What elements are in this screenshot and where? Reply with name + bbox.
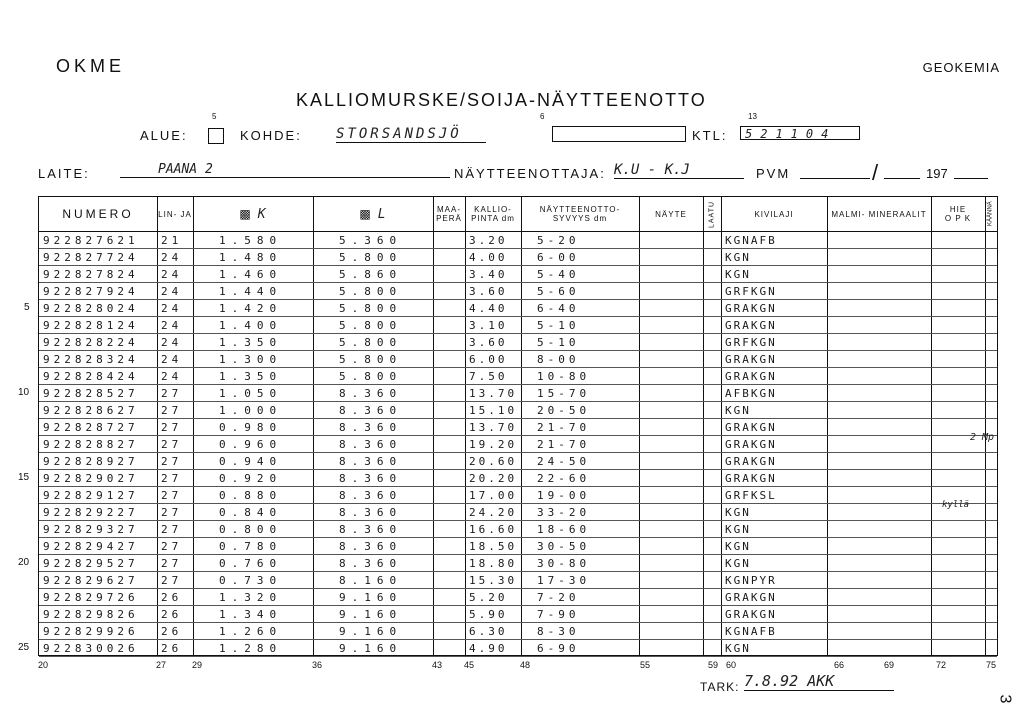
cell-l[interactable]: 5.800 <box>339 318 403 332</box>
cell-sy[interactable]: 5-10 <box>537 318 580 332</box>
cell-n[interactable]: 922829227 <box>43 505 139 519</box>
col-linja: LIN- JA <box>158 209 192 219</box>
cell-k[interactable]: 1.580 <box>219 233 283 247</box>
cell-l[interactable]: 8.360 <box>339 403 403 417</box>
row-marker-25: 25 <box>18 642 30 653</box>
l-icon: ▩ <box>359 206 372 221</box>
cell-lj[interactable]: 27 <box>161 539 183 553</box>
cell-kp[interactable]: 3.60 <box>469 335 508 349</box>
cell-k[interactable]: 0.940 <box>219 454 283 468</box>
cell-lj[interactable]: 27 <box>161 386 183 400</box>
col-l-label: L <box>377 206 387 222</box>
cell-lj[interactable]: 24 <box>161 335 183 349</box>
cell-lj[interactable]: 27 <box>161 488 183 502</box>
cell-lj[interactable]: 27 <box>161 403 183 417</box>
cell-kiv[interactable]: KGN <box>725 522 751 536</box>
department-label: GEOKEMIA <box>922 60 1000 75</box>
cell-sy[interactable]: 5-20 <box>537 233 580 247</box>
cell-kp[interactable]: 4.40 <box>469 301 508 315</box>
row-marker-10: 10 <box>18 387 30 398</box>
cell-l[interactable]: 5.800 <box>339 250 403 264</box>
cell-n[interactable]: 922828527 <box>43 386 139 400</box>
cell-l[interactable]: 8.360 <box>339 471 403 485</box>
row-marker-20: 20 <box>18 557 30 568</box>
colnum: 48 <box>520 660 531 670</box>
margin-note-2: kyllä <box>942 500 970 510</box>
cell-kp[interactable]: 18.80 <box>469 556 518 570</box>
field-number-13: 13 <box>748 112 757 121</box>
cell-n[interactable]: 922828927 <box>43 454 139 468</box>
colnum: 20 <box>38 660 49 670</box>
colnum: 36 <box>312 660 323 670</box>
cell-kiv[interactable]: GRAKGN <box>725 590 777 604</box>
col-laatu: LAATU <box>708 200 716 228</box>
cell-sy[interactable]: 10-80 <box>537 369 591 383</box>
colnum: 66 <box>834 660 845 670</box>
cell-kp[interactable]: 5.90 <box>469 607 508 621</box>
pvm-slash: / <box>872 160 879 185</box>
cell-lj[interactable]: 27 <box>161 454 183 468</box>
cell-lj[interactable]: 24 <box>161 318 183 332</box>
cell-lj[interactable]: 27 <box>161 556 183 570</box>
cell-sy[interactable]: 21-70 <box>537 437 591 451</box>
cell-k[interactable]: 1.260 <box>219 624 283 638</box>
cell-lj[interactable]: 24 <box>161 250 183 264</box>
cell-l[interactable]: 8.360 <box>339 437 403 451</box>
colnum: 29 <box>192 660 203 670</box>
cell-n[interactable]: 922828627 <box>43 403 139 417</box>
ktl-label: KTL: <box>692 128 728 143</box>
cell-kiv[interactable]: GRAKGN <box>725 454 777 468</box>
cell-kiv[interactable]: KGN <box>725 250 751 264</box>
cell-kp[interactable]: 17.00 <box>469 488 518 502</box>
col-malmi: MALMI- MINERAALIT <box>831 209 927 219</box>
cell-kp[interactable]: 6.30 <box>469 624 508 638</box>
cell-kp[interactable]: 6.00 <box>469 352 508 366</box>
field-number-5: 5 <box>212 112 217 121</box>
cell-kp[interactable]: 15.10 <box>469 403 518 417</box>
kohde-value[interactable]: STORSANDSJÖ <box>336 126 486 143</box>
colnum: 55 <box>640 660 651 670</box>
col-hie-sub: O P K <box>944 214 972 223</box>
cell-kp[interactable]: 19.20 <box>469 437 518 451</box>
cell-lj[interactable]: 24 <box>161 301 183 315</box>
cell-sy[interactable]: 24-50 <box>537 454 591 468</box>
cell-l[interactable]: 8.360 <box>339 454 403 468</box>
field-number-6: 6 <box>540 112 545 121</box>
cell-kp[interactable]: 4.90 <box>469 641 508 655</box>
cell-k[interactable]: 1.050 <box>219 386 283 400</box>
cell-lj[interactable]: 27 <box>161 437 183 451</box>
cell-n[interactable]: 922829527 <box>43 556 139 570</box>
cell-k[interactable]: 1.350 <box>219 369 283 383</box>
cell-l[interactable]: 5.860 <box>339 267 403 281</box>
cell-l[interactable]: 8.360 <box>339 556 403 570</box>
cell-n[interactable]: 922828827 <box>43 437 139 451</box>
cell-l[interactable]: 5.360 <box>339 233 403 247</box>
cell-l[interactable]: 5.800 <box>339 284 403 298</box>
col-numero: NUMERO <box>62 206 134 221</box>
cell-sy[interactable]: 21-70 <box>537 420 591 434</box>
cell-sy[interactable]: 22-60 <box>537 471 591 485</box>
row-marker-5: 5 <box>24 302 30 313</box>
cell-k[interactable]: 1.300 <box>219 352 283 366</box>
cell-l[interactable]: 8.360 <box>339 539 403 553</box>
cell-kiv[interactable]: KGNAFB <box>725 233 777 247</box>
tark-label: TARK: <box>700 680 740 694</box>
nayttaja-value[interactable]: K.U - K.J <box>614 162 744 179</box>
cell-kp[interactable]: 15.30 <box>469 573 518 587</box>
cell-lj[interactable]: 24 <box>161 284 183 298</box>
code-boxes[interactable] <box>552 126 686 142</box>
col-nayte: NÄYTE <box>655 209 687 219</box>
cell-kp[interactable]: 20.20 <box>469 471 518 485</box>
cell-kiv[interactable]: GRAKGN <box>725 471 777 485</box>
colnum: 27 <box>156 660 167 670</box>
cell-kiv[interactable]: GRAKGN <box>725 352 777 366</box>
cell-kiv[interactable]: KGN <box>725 267 751 281</box>
cell-sy[interactable]: 8-30 <box>537 624 580 638</box>
cell-l[interactable]: 8.160 <box>339 573 403 587</box>
cell-kp[interactable]: 16.60 <box>469 522 518 536</box>
pvm-day-line[interactable] <box>800 178 870 179</box>
cell-n[interactable]: 922827724 <box>43 250 139 264</box>
cell-sy[interactable]: 30-80 <box>537 556 591 570</box>
col-maapera: MAA- PERÄ <box>436 205 462 223</box>
colnum: 43 <box>432 660 443 670</box>
cell-l[interactable]: 8.360 <box>339 505 403 519</box>
cell-lj[interactable]: 24 <box>161 369 183 383</box>
cell-l[interactable]: 5.800 <box>339 301 403 315</box>
cell-n[interactable]: 922829726 <box>43 590 139 604</box>
cell-kp[interactable]: 4.00 <box>469 250 508 264</box>
cell-n[interactable]: 922829826 <box>43 607 139 621</box>
margin-note-1: 2 Mp <box>970 432 995 443</box>
cell-k[interactable]: 0.840 <box>219 505 283 519</box>
cell-l[interactable]: 5.800 <box>339 352 403 366</box>
cell-kiv[interactable]: GRAKGN <box>725 607 777 621</box>
cell-kiv[interactable]: KGNAFB <box>725 624 777 638</box>
cell-l[interactable]: 8.360 <box>339 522 403 536</box>
cell-sy[interactable]: 15-70 <box>537 386 591 400</box>
cell-sy[interactable]: 30-50 <box>537 539 591 553</box>
cell-l[interactable]: 9.160 <box>339 624 403 638</box>
cell-kiv[interactable]: KGN <box>725 641 751 655</box>
cell-kiv[interactable]: KGN <box>725 403 751 417</box>
cell-kiv[interactable]: KGN <box>725 556 751 570</box>
cell-lj[interactable]: 27 <box>161 471 183 485</box>
cell-kp[interactable]: 18.50 <box>469 539 518 553</box>
cell-lj[interactable]: 26 <box>161 607 183 621</box>
cell-l[interactable]: 9.160 <box>339 641 403 655</box>
cell-l[interactable]: 5.800 <box>339 369 403 383</box>
cell-n[interactable]: 922829327 <box>43 522 139 536</box>
cell-n[interactable]: 922829926 <box>43 624 139 638</box>
cell-sy[interactable]: 20-50 <box>537 403 591 417</box>
cell-sy[interactable]: 5-40 <box>537 267 580 281</box>
cell-sy[interactable]: 5-10 <box>537 335 580 349</box>
cell-n[interactable]: 922827621 <box>43 233 139 247</box>
cell-lj[interactable]: 26 <box>161 590 183 604</box>
cell-sy[interactable]: 33-20 <box>537 505 591 519</box>
cell-lj[interactable]: 26 <box>161 624 183 638</box>
cell-n[interactable]: 922828727 <box>43 420 139 434</box>
cell-kiv[interactable]: GRAKGN <box>725 420 777 434</box>
cell-kp[interactable]: 20.60 <box>469 454 518 468</box>
cell-sy[interactable]: 18-60 <box>537 522 591 536</box>
cell-l[interactable]: 8.360 <box>339 386 403 400</box>
col-k-label: K <box>257 206 267 222</box>
cell-lj[interactable]: 24 <box>161 352 183 366</box>
cell-lj[interactable]: 27 <box>161 573 183 587</box>
cell-sy[interactable]: 7-90 <box>537 607 580 621</box>
cell-kiv[interactable]: GRAKGN <box>725 318 777 332</box>
ktl-value[interactable]: 521104 <box>740 126 860 140</box>
cell-lj[interactable]: 27 <box>161 522 183 536</box>
pvm-month-line[interactable] <box>884 178 920 179</box>
cell-n[interactable]: 922828424 <box>43 369 139 383</box>
cell-kp[interactable]: 3.40 <box>469 267 508 281</box>
cell-kp[interactable]: 3.60 <box>469 284 508 298</box>
cell-sy[interactable]: 6-00 <box>537 250 580 264</box>
cell-kp[interactable]: 5.20 <box>469 590 508 604</box>
cell-k[interactable]: 1.420 <box>219 301 283 315</box>
nayttaja-label: NÄYTTEENOTTAJA: <box>454 166 606 181</box>
col-kallio: KALLIO- PINTA dm <box>471 205 515 223</box>
laite-value[interactable]: PAANA 2 <box>120 162 450 178</box>
col-hie <box>931 197 985 231</box>
cell-n[interactable]: 922830026 <box>43 641 139 655</box>
org-label: OKME <box>56 56 126 76</box>
cell-n[interactable]: 922829127 <box>43 488 139 502</box>
cell-n[interactable]: 922828324 <box>43 352 139 366</box>
cell-sy[interactable]: 6-90 <box>537 641 580 655</box>
cell-k[interactable]: 0.730 <box>219 573 283 587</box>
cell-n[interactable]: 922827824 <box>43 267 139 281</box>
laite-label: LAITE: <box>38 166 90 181</box>
colnum: 45 <box>464 660 475 670</box>
col-k <box>193 197 313 231</box>
cell-k[interactable]: 0.960 <box>219 437 283 451</box>
kohde-label: KOHDE: <box>240 128 302 143</box>
form-title: KALLIOMURSKE/SOIJA-NÄYTTEENOTTO <box>296 90 707 110</box>
colnum: 60 <box>726 660 737 670</box>
col-kivilaji: KIVILAJI <box>754 209 794 219</box>
cell-kiv[interactable]: GRFKGN <box>725 335 777 349</box>
cell-k[interactable]: 1.340 <box>219 607 283 621</box>
cell-k[interactable]: 0.780 <box>219 539 283 553</box>
col-hie-label: HIE <box>949 205 967 214</box>
cell-l[interactable]: 9.160 <box>339 607 403 621</box>
cell-k[interactable]: 0.980 <box>219 420 283 434</box>
cell-kiv[interactable]: GRAKGN <box>725 301 777 315</box>
k-icon: ▩ <box>239 206 252 221</box>
cell-kp[interactable]: 13.70 <box>469 420 518 434</box>
cell-k[interactable]: 0.880 <box>219 488 283 502</box>
cell-lj[interactable]: 21 <box>161 233 183 247</box>
cell-n[interactable]: 922828224 <box>43 335 139 349</box>
cell-kiv[interactable]: GRFKSL <box>725 488 777 502</box>
cell-k[interactable]: 1.350 <box>219 335 283 349</box>
cell-k[interactable]: 0.760 <box>219 556 283 570</box>
cell-kp[interactable]: 24.20 <box>469 505 518 519</box>
cell-kp[interactable]: 3.10 <box>469 318 508 332</box>
cell-l[interactable]: 8.360 <box>339 488 403 502</box>
cell-sy[interactable]: 7-20 <box>537 590 580 604</box>
cell-k[interactable]: 1.400 <box>219 318 283 332</box>
pvm-label: PVM <box>756 166 791 181</box>
cell-kiv[interactable]: KGN <box>725 539 751 553</box>
cell-sy[interactable]: 5-60 <box>537 284 580 298</box>
cell-l[interactable]: 5.800 <box>339 335 403 349</box>
cell-sy[interactable]: 17-30 <box>537 573 591 587</box>
cell-kiv[interactable]: AFBKGN <box>725 386 777 400</box>
cell-n[interactable]: 922829027 <box>43 471 139 485</box>
cell-kp[interactable]: 13.70 <box>469 386 518 400</box>
colnum: 72 <box>936 660 947 670</box>
cell-kiv[interactable]: GRFKGN <box>725 284 777 298</box>
cell-sy[interactable]: 8-00 <box>537 352 580 366</box>
cell-n[interactable]: 922827924 <box>43 284 139 298</box>
cell-n[interactable]: 922828124 <box>43 318 139 332</box>
alue-label: ALUE: <box>140 128 188 143</box>
cell-sy[interactable]: 19-00 <box>537 488 591 502</box>
col-syvyys: NÄYTTEENOTTO- SYVYYS dm <box>539 205 621 223</box>
cell-k[interactable]: 0.920 <box>219 471 283 485</box>
alue-box[interactable] <box>208 128 224 144</box>
cell-kiv[interactable]: KGN <box>725 505 751 519</box>
row-marker-15: 15 <box>18 472 30 483</box>
cell-k[interactable]: 1.280 <box>219 641 283 655</box>
cell-lj[interactable]: 26 <box>161 641 183 655</box>
cell-kp[interactable]: 7.50 <box>469 369 508 383</box>
cell-lj[interactable]: 24 <box>161 267 183 281</box>
cell-k[interactable]: 1.000 <box>219 403 283 417</box>
cell-kiv[interactable]: KGNPYR <box>725 573 777 587</box>
cell-l[interactable]: 8.360 <box>339 420 403 434</box>
col-kaanna: KÄÄNNÄ <box>987 201 994 227</box>
row-divider <box>39 656 997 657</box>
cell-n[interactable]: 922829627 <box>43 573 139 587</box>
cell-k[interactable]: 1.320 <box>219 590 283 604</box>
cell-kiv[interactable]: GRAKGN <box>725 437 777 451</box>
sample-table <box>38 196 998 656</box>
cell-k[interactable]: 0.800 <box>219 522 283 536</box>
colnum: 69 <box>884 660 895 670</box>
cell-n[interactable]: 922829427 <box>43 539 139 553</box>
cell-k[interactable]: 1.440 <box>219 284 283 298</box>
cell-lj[interactable]: 27 <box>161 420 183 434</box>
year-line[interactable] <box>954 178 988 179</box>
cell-kp[interactable]: 3.20 <box>469 233 508 247</box>
col-l <box>313 197 433 231</box>
colnum: 59 <box>708 660 719 670</box>
cell-lj[interactable]: 27 <box>161 505 183 519</box>
page-number: 3 <box>996 694 1014 704</box>
cell-kiv[interactable]: GRAKGN <box>725 369 777 383</box>
cell-k[interactable]: 1.460 <box>219 267 283 281</box>
colnum: 75 <box>986 660 997 670</box>
cell-k[interactable]: 1.480 <box>219 250 283 264</box>
cell-sy[interactable]: 6-40 <box>537 301 580 315</box>
cell-n[interactable]: 922828024 <box>43 301 139 315</box>
tark-value[interactable]: 7.8.92 AKK <box>744 672 894 691</box>
cell-l[interactable]: 9.160 <box>339 590 403 604</box>
year-prefix: 197 <box>926 166 948 181</box>
